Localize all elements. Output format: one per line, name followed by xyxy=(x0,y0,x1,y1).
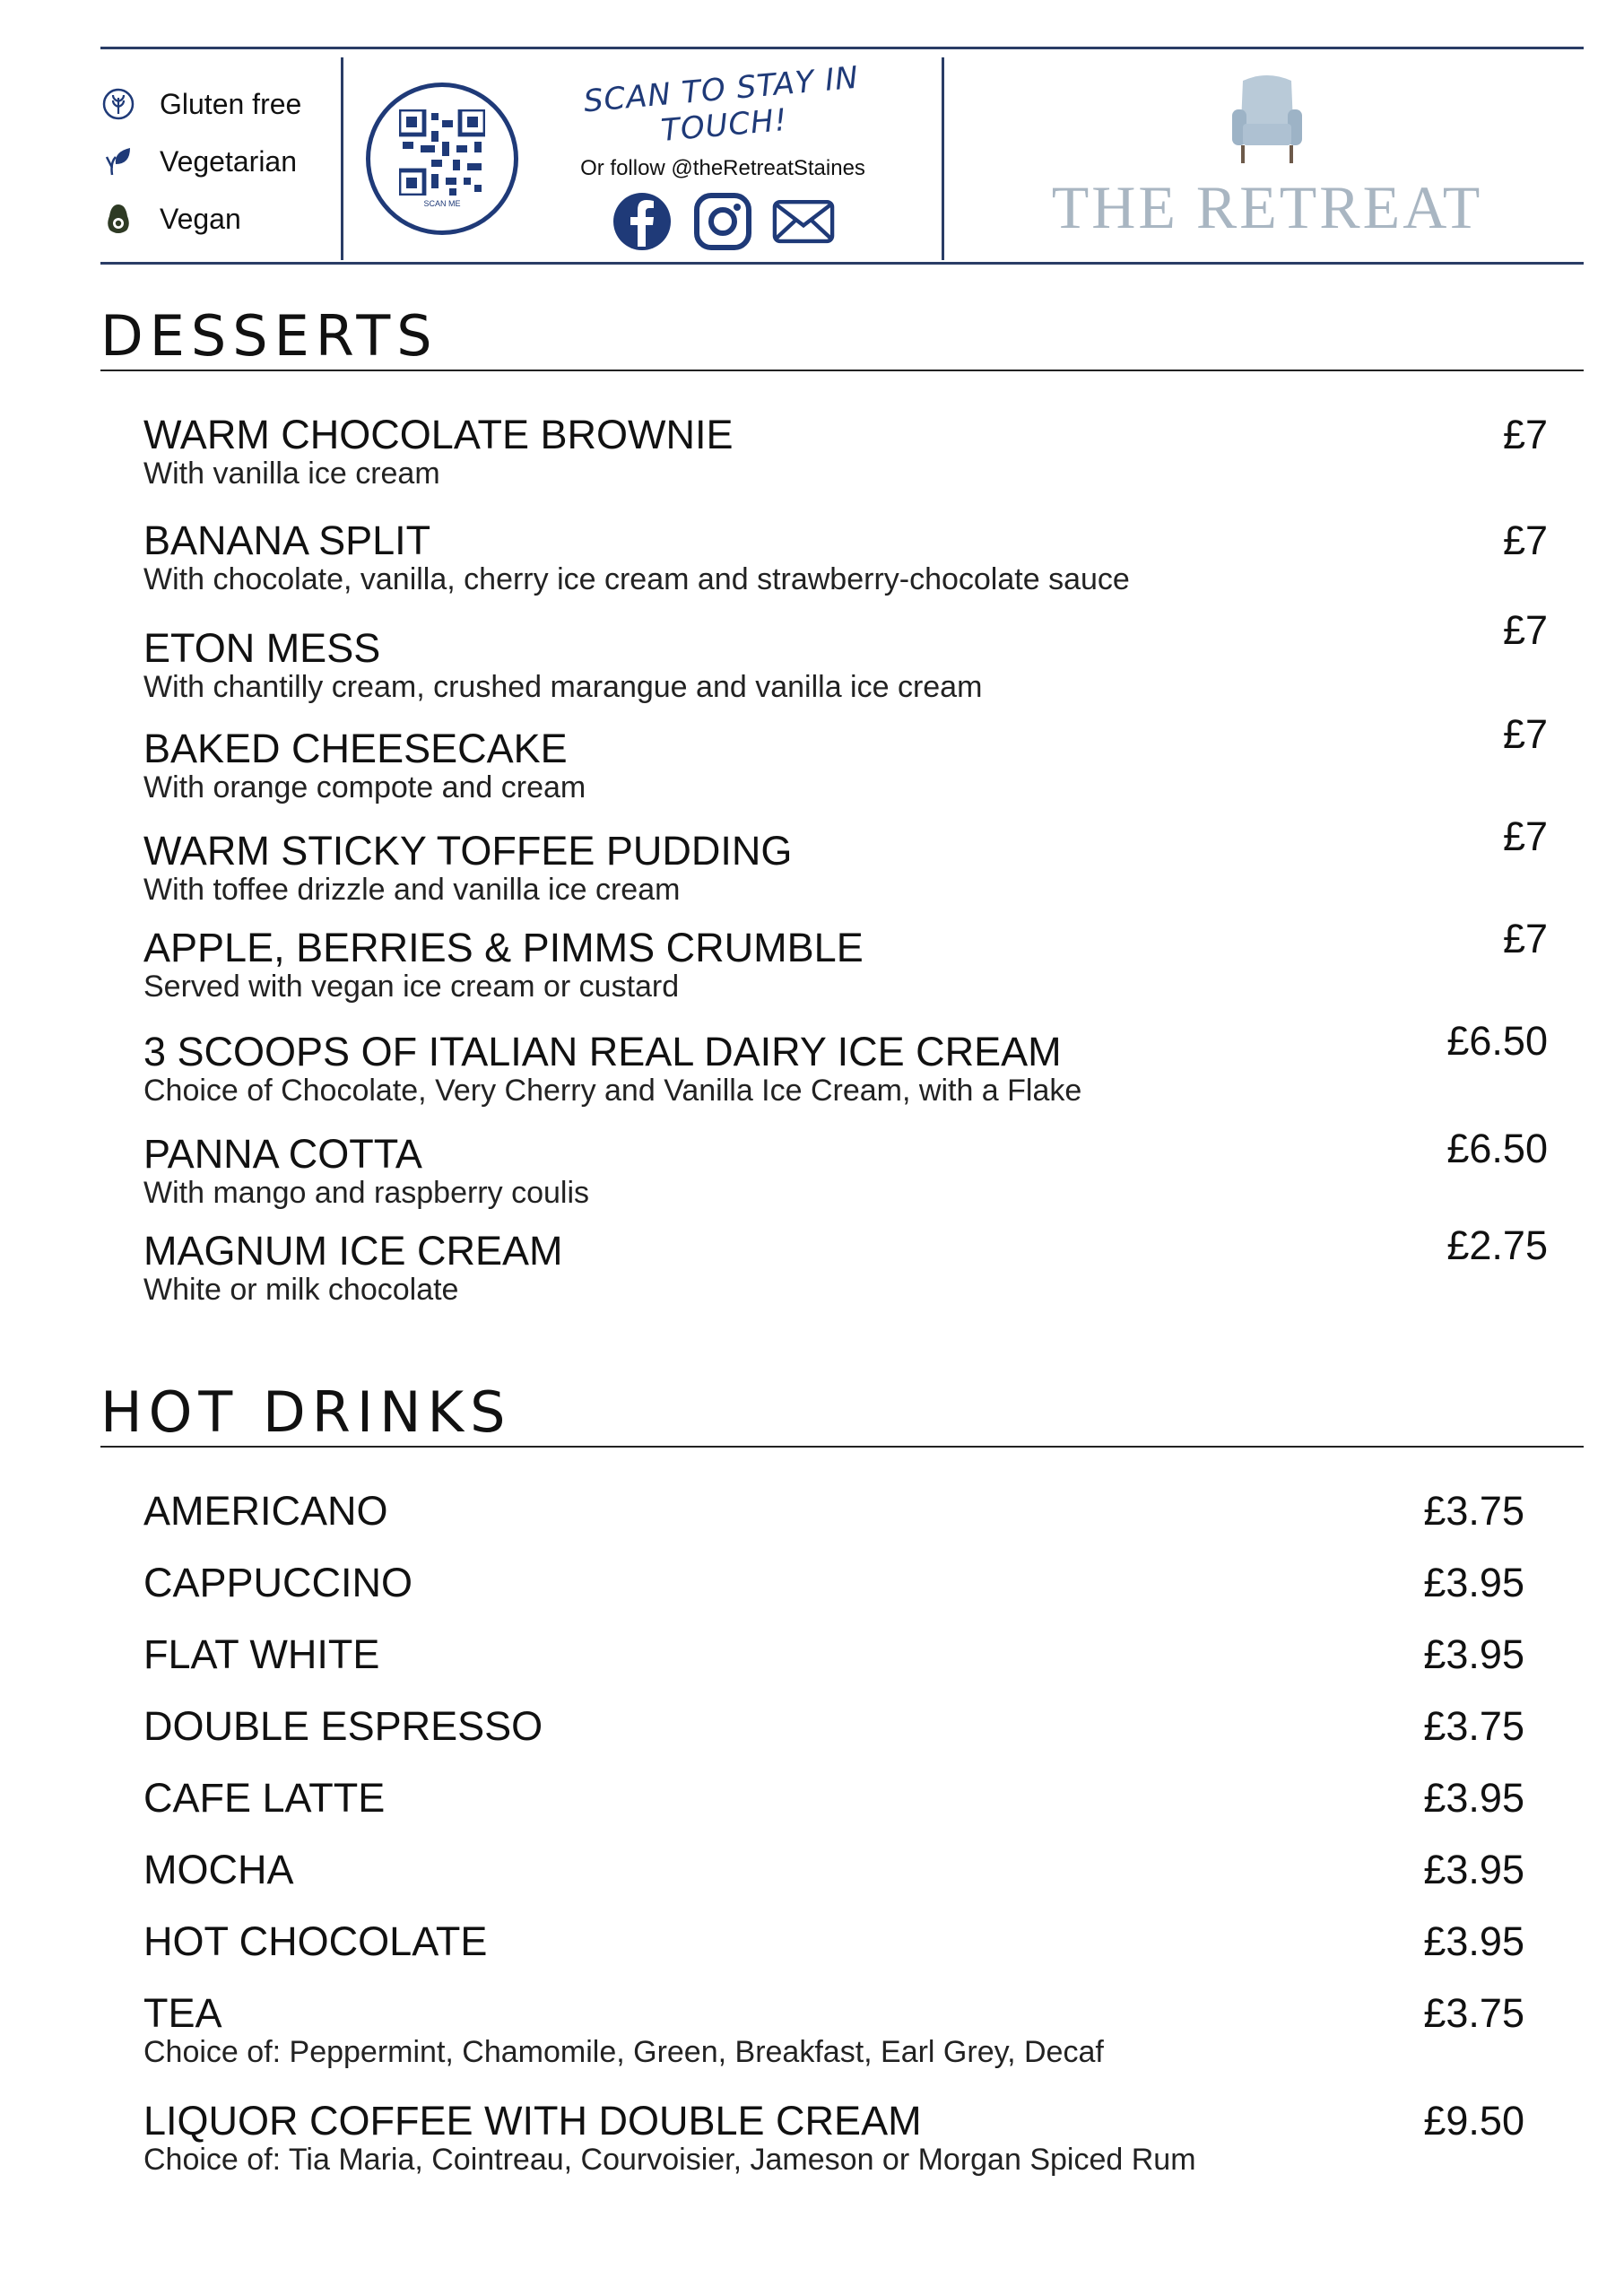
item-description: With chantilly cream, crushed marangue and vanilla ice cream xyxy=(143,670,983,704)
brand-name: THE RETREAT xyxy=(1051,173,1483,241)
item-price: £9.50 xyxy=(1423,2098,1524,2144)
item-price: £7 xyxy=(1502,711,1548,757)
legend-gluten-free xyxy=(100,75,334,133)
item-description: With mango and raspberry coulis xyxy=(143,1176,590,1210)
item-price: £3.95 xyxy=(1423,1918,1524,1964)
menu-item xyxy=(143,1489,1584,1534)
menu-item xyxy=(143,711,1584,804)
item-name: MAGNUM ICE CREAM xyxy=(143,1228,563,1274)
item-price: £7 xyxy=(1502,412,1548,457)
item-price: £6.50 xyxy=(1446,1126,1548,1171)
section-title: DESSERTS xyxy=(100,303,439,369)
email-icon[interactable] xyxy=(772,190,835,253)
item-name: 3 SCOOPS OF ITALIAN REAL DAIRY ICE CREAM xyxy=(143,1029,1062,1074)
item-name: BAKED CHEESECAKE xyxy=(143,726,568,771)
item-name: DOUBLE ESPRESSO xyxy=(143,1703,543,1749)
leaf-icon xyxy=(100,144,136,179)
item-name: WARM STICKY TOFFEE PUDDING xyxy=(143,828,793,874)
item-description: Choice of Chocolate, Very Cherry and Vanilla Ice Cream, with a Flake xyxy=(143,1074,1082,1108)
item-description: White or milk chocolate xyxy=(143,1273,459,1307)
section-rule xyxy=(100,1446,1584,1448)
item-description: With toffee drizzle and vanilla ice cream xyxy=(143,873,681,907)
legend-label: Vegetarian xyxy=(160,144,298,178)
item-name: AMERICANO xyxy=(143,1488,388,1534)
menu-item xyxy=(143,1561,1584,1605)
contact-block xyxy=(534,59,911,253)
item-price: £3.95 xyxy=(1423,1775,1524,1821)
item-name: LIQUOR COFFEE WITH DOUBLE CREAM xyxy=(143,2098,922,2144)
wheat-icon xyxy=(100,86,136,122)
stay-in-touch-heading: SCAN TO STAY IN TOUCH! xyxy=(582,59,861,150)
menu-item xyxy=(143,1991,1584,2068)
item-description: Served with vegan ice cream or custard xyxy=(143,970,680,1004)
item-price: £7 xyxy=(1502,813,1548,859)
item-name: APPLE, BERRIES & PIMMS CRUMBLE xyxy=(143,925,864,970)
header-bottom-rule xyxy=(100,262,1584,265)
menu-item xyxy=(143,813,1584,907)
instagram-icon[interactable] xyxy=(691,190,754,253)
menu-item xyxy=(143,1919,1584,1964)
item-price: £3.75 xyxy=(1423,1488,1524,1534)
avocado-icon xyxy=(100,201,136,237)
item-name: WARM CHOCOLATE BROWNIE xyxy=(143,412,734,457)
legend-label: Gluten free xyxy=(160,87,302,120)
menu-item xyxy=(143,1222,1584,1307)
menu-item xyxy=(143,1632,1584,1677)
item-name: CAFE LATTE xyxy=(143,1775,386,1821)
item-price: £7 xyxy=(1502,517,1548,563)
qr-code[interactable] xyxy=(366,83,518,235)
menu-item xyxy=(143,1776,1584,1821)
item-name: BANANA SPLIT xyxy=(143,517,431,563)
qr-caption: SCAN ME xyxy=(423,199,461,208)
legend-vegan xyxy=(100,190,334,248)
item-description: With orange compote and cream xyxy=(143,770,586,804)
item-name: HOT CHOCOLATE xyxy=(143,1918,488,1964)
item-price: £3.95 xyxy=(1423,1847,1524,1892)
qr-code-icon xyxy=(399,109,485,196)
menu-item xyxy=(143,2099,1584,2176)
item-name: ETON MESS xyxy=(143,625,381,671)
item-price: £7 xyxy=(1502,916,1548,961)
menu-item xyxy=(143,916,1584,1004)
follow-handle: Or follow @theRetreatStaines xyxy=(580,156,865,180)
menu-item xyxy=(143,518,1584,596)
item-price: £3.75 xyxy=(1423,1703,1524,1749)
item-description: With vanilla ice cream xyxy=(143,457,440,491)
header-top-rule xyxy=(100,47,1584,49)
menu-item xyxy=(143,1018,1584,1108)
dietary-legend xyxy=(100,75,334,248)
menu-item xyxy=(143,1126,1584,1210)
armchair-icon xyxy=(1227,70,1307,169)
menu-item xyxy=(143,413,1584,490)
brand-logo xyxy=(951,63,1584,243)
hot-drinks-section xyxy=(100,1381,1584,2188)
menu-item xyxy=(143,1704,1584,1749)
item-name: CAPPUCCINO xyxy=(143,1560,413,1605)
facebook-icon[interactable] xyxy=(611,190,673,253)
legend-vegetarian xyxy=(100,133,334,190)
section-rule xyxy=(100,370,1584,371)
header-divider-right xyxy=(942,57,944,260)
social-links xyxy=(534,190,911,253)
item-price: £7 xyxy=(1502,607,1548,653)
item-price: £3.95 xyxy=(1423,1631,1524,1677)
menu-item xyxy=(143,1848,1584,1892)
item-price: £6.50 xyxy=(1446,1018,1548,1064)
desserts-section xyxy=(100,305,1584,1309)
menu-item xyxy=(143,607,1584,704)
item-name: FLAT WHITE xyxy=(143,1631,380,1677)
item-name: PANNA COTTA xyxy=(143,1131,422,1177)
item-price: £3.95 xyxy=(1423,1560,1524,1605)
item-price: £3.75 xyxy=(1423,1990,1524,2036)
legend-label: Vegan xyxy=(160,202,241,235)
header-divider-left xyxy=(341,57,343,260)
item-description: Choice of: Tia Maria, Cointreau, Courvoisier, Jameson or Morgan Spiced Rum xyxy=(143,2143,1196,2177)
item-description: With chocolate, vanilla, cherry ice cream and strawberry-chocolate sauce xyxy=(143,562,1130,596)
item-name: TEA xyxy=(143,1990,222,2036)
item-price: £2.75 xyxy=(1446,1222,1548,1268)
item-description: Choice of: Peppermint, Chamomile, Green, Breakfast, Earl Grey, Decaf xyxy=(143,2035,1104,2069)
section-title: HOT DRINKS xyxy=(100,1379,512,1445)
item-name: MOCHA xyxy=(143,1847,294,1892)
